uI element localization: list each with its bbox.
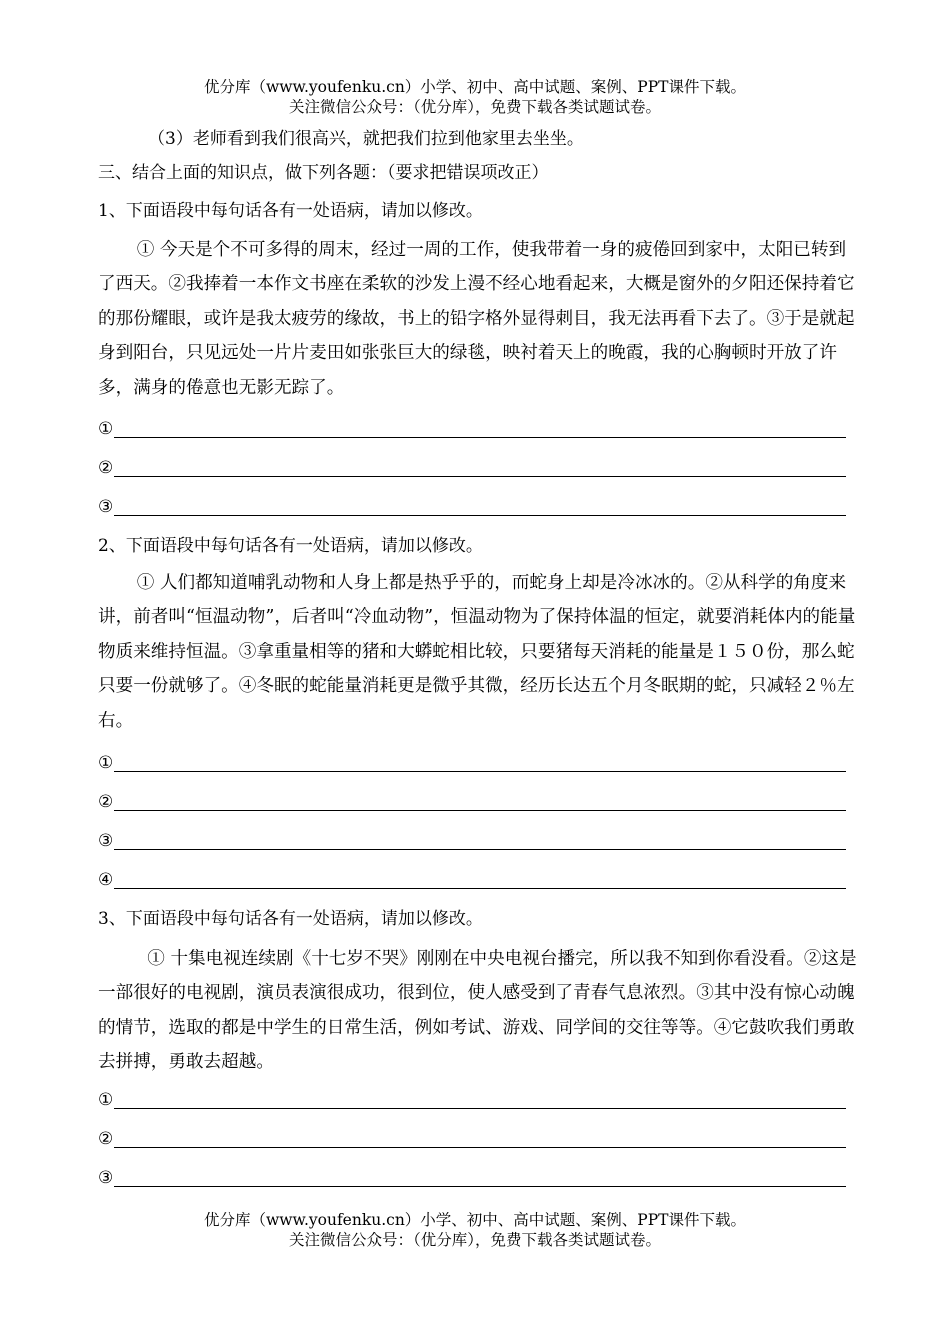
question-1-title: 1、下面语段中每句话各有一处语病，请加以修改。 [98,201,483,221]
question-3-answer-1[interactable] [98,1085,846,1111]
answer-line[interactable] [114,1166,846,1187]
question-3-answer-3[interactable] [98,1163,846,1189]
question-1-answer-2[interactable] [98,453,846,479]
question-2-passage: ① 人们都知道哺乳动物和人身上都是热乎乎的，而蛇身上却是冷冰冰的。②从科学的角度来讲，前者叫“恒温动物”，后者叫“冷血动物”，恒温动物为了保持体温的恒定，就要消耗体内的能量物质来维持恒温。③拿重量相等的猪和大蟒蛇相比较，只要猪每天消耗的能量是１５０份，那么蛇只要一份就够了。④冬眠的蛇能量消耗更是微乎其微，经历长达五个月冬眠期的蛇，只减轻２％左右。 [98,573,856,731]
answer-line[interactable] [114,1127,846,1148]
intro-example: （3）老师看到我们很高兴，就把我们拉到他家里去坐坐。 [148,129,584,149]
question-1-answer-1[interactable] [98,414,846,440]
answer-line[interactable] [114,1088,846,1109]
answer-number: ② [98,1129,114,1149]
header-line-1: 优分库（www.youfenku.cn）小学、初中、高中试题、案例、PPT课件下载。 [203,78,747,96]
answer-number: ① [98,419,114,439]
answer-line[interactable] [114,417,846,438]
question-1-passage: ① 今天是个不可多得的周末，经过一周的工作，使我带着一身的疲倦回到家中，太阳已转到了西天。②我捧着一本作文书座在柔软的沙发上漫不经心地看起来，大概是窗外的夕阳还保持着它的那份耀眼，或许是我太疲劳的缘故，书上的铅字格外显得刺目，我无法再看下去了。③于是就起身到阳台，只见远处一片片麦田如张张巨大的绿毯，映衬着天上的晚霞，我的心胸顿时开放了许多，满身的倦意也无影无踪了。 [98,240,855,398]
question-3-passage: ① 十集电视连续剧《十七岁不哭》刚刚在中央电视台播完，所以我不知到你看没看。②这是一部很好的电视剧，演员表演很成功，很到位，使人感受到了青春气息浓烈。③其中没有惊心动魄的情节，选取的都是中学生的日常生活，例如考试、游戏、同学间的交往等等。④它鼓吹我们勇敢去拼搏，勇敢去超越。 [98,949,857,1073]
footer-line-2: 关注微信公众号：（优分库），免费下载各类试题试卷。 [288,1231,661,1249]
answer-line[interactable] [114,456,846,477]
answer-number: ① [98,1090,114,1110]
header-line-2: 关注微信公众号：（优分库），免费下载各类试题试卷。 [288,98,661,116]
question-3-answer-2[interactable] [98,1124,846,1150]
answer-number: ② [98,458,114,478]
answer-number: ② [98,792,114,812]
question-1-answer-3[interactable] [98,492,846,518]
footer-line-1: 优分库（www.youfenku.cn）小学、初中、高中试题、案例、PPT课件下载。 [203,1211,747,1229]
section-title: 三、结合上面的知识点，做下列各题：（要求把错误项改正） [98,163,549,183]
answer-line[interactable] [114,751,846,772]
question-2-answer-4[interactable] [98,865,846,891]
question-2-answer-3[interactable] [98,826,846,852]
question-3-title: 3、下面语段中每句话各有一处语病，请加以修改。 [98,909,483,929]
answer-number: ④ [98,870,114,890]
answer-number: ③ [98,497,114,517]
answer-number: ③ [98,831,114,851]
answer-line[interactable] [114,495,846,516]
answer-line[interactable] [114,790,846,811]
question-2-answer-1[interactable] [98,748,846,774]
question-2-title: 2、下面语段中每句话各有一处语病，请加以修改。 [98,536,483,556]
question-2-answer-2[interactable] [98,787,846,813]
answer-line[interactable] [114,868,846,889]
answer-line[interactable] [114,829,846,850]
answer-number: ③ [98,1168,114,1188]
answer-number: ① [98,753,114,773]
